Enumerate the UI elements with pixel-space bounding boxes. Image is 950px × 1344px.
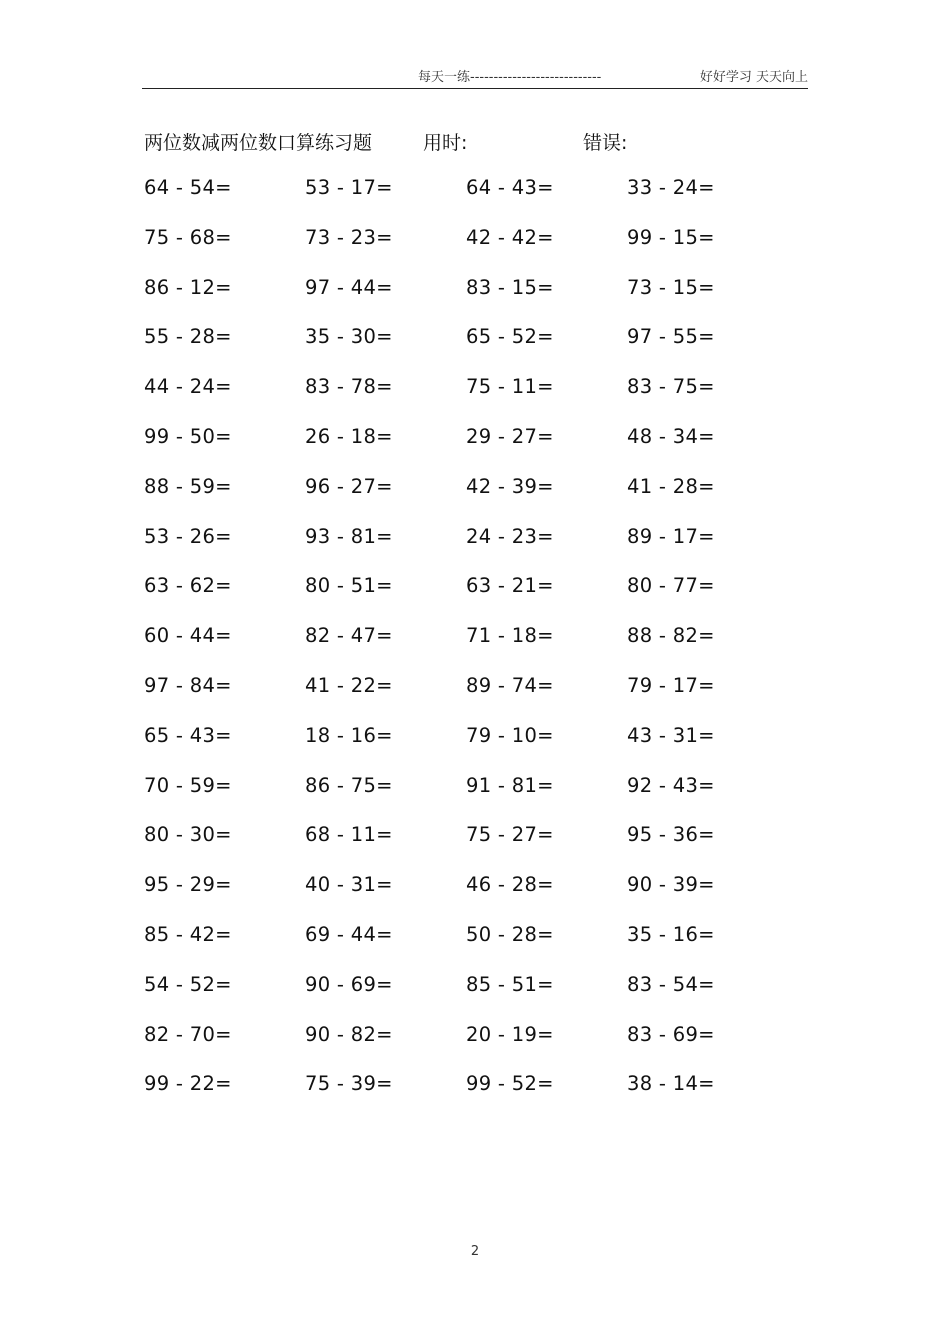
problem-item: 42 - 42=	[466, 225, 554, 249]
problem-item: 79 - 17=	[627, 673, 715, 697]
problem-row	[144, 973, 784, 1023]
problem-item: 99 - 52=	[466, 1072, 554, 1096]
problem-item: 97 - 55=	[627, 325, 715, 349]
problem-item: 80 - 30=	[144, 823, 232, 847]
problem-item: 71 - 18=	[466, 624, 554, 648]
header-right-text: 好好学习 天天向上	[699, 70, 808, 85]
problem-row	[144, 1072, 784, 1122]
problem-row	[144, 176, 784, 226]
problem-item: 83 - 75=	[627, 375, 715, 399]
problem-item: 92 - 43=	[627, 773, 715, 797]
problem-item: 64 - 43=	[466, 176, 554, 199]
problem-item: 97 - 44=	[305, 275, 393, 299]
problem-item: 18 - 16=	[305, 723, 393, 747]
problem-item: 85 - 51=	[466, 972, 554, 996]
problem-item: 41 - 22=	[305, 673, 393, 697]
problem-row	[144, 823, 784, 873]
problem-row	[144, 375, 784, 425]
problem-row	[144, 774, 784, 824]
problem-row	[144, 226, 784, 276]
problem-item: 73 - 15=	[627, 275, 715, 299]
problem-item: 97 - 84=	[144, 673, 232, 697]
problem-item: 60 - 44=	[144, 624, 232, 648]
problem-item: 43 - 31=	[627, 723, 715, 747]
problem-item: 95 - 29=	[144, 873, 232, 897]
problem-item: 64 - 54=	[144, 176, 232, 199]
worksheet-title: 两位数减两位数口算练习题	[144, 132, 373, 154]
header-left-text: 每天一练----------------------------	[418, 70, 602, 85]
problem-item: 24 - 23=	[466, 524, 554, 548]
problem-item: 93 - 81=	[305, 524, 393, 548]
problem-item: 69 - 44=	[305, 922, 393, 946]
problem-item: 63 - 21=	[466, 574, 554, 598]
problem-item: 83 - 78=	[305, 375, 393, 399]
time-label: 用时:	[423, 132, 468, 154]
problem-item: 99 - 22=	[144, 1072, 232, 1096]
problem-item: 90 - 69=	[305, 972, 393, 996]
problem-row	[144, 674, 784, 724]
problem-item: 82 - 47=	[305, 624, 393, 648]
problem-item: 83 - 69=	[627, 1022, 715, 1046]
problem-row	[144, 425, 784, 475]
problem-item: 44 - 24=	[144, 375, 232, 399]
problem-item: 55 - 28=	[144, 325, 232, 349]
problem-item: 85 - 42=	[144, 922, 232, 946]
problem-row	[144, 525, 784, 575]
problem-item: 26 - 18=	[305, 424, 393, 448]
problem-item: 35 - 30=	[305, 325, 393, 349]
problem-item: 80 - 51=	[305, 574, 393, 598]
problem-item: 95 - 36=	[627, 823, 715, 847]
problem-item: 89 - 17=	[627, 524, 715, 548]
problem-item: 68 - 11=	[305, 823, 393, 847]
problem-item: 63 - 62=	[144, 574, 232, 598]
problem-item: 40 - 31=	[305, 873, 393, 897]
problem-item: 80 - 77=	[627, 574, 715, 598]
problem-item: 88 - 59=	[144, 474, 232, 498]
problem-item: 70 - 59=	[144, 773, 232, 797]
problem-item: 75 - 27=	[466, 823, 554, 847]
problem-item: 75 - 11=	[466, 375, 554, 399]
problem-item: 89 - 74=	[466, 673, 554, 697]
problem-item: 99 - 50=	[144, 424, 232, 448]
problem-row	[144, 624, 784, 674]
problem-item: 75 - 39=	[305, 1072, 393, 1096]
problem-item: 90 - 39=	[627, 873, 715, 897]
problem-item: 82 - 70=	[144, 1022, 232, 1046]
problem-item: 48 - 34=	[627, 424, 715, 448]
problem-grid	[144, 176, 784, 1122]
problem-item: 88 - 82=	[627, 624, 715, 648]
problem-item: 54 - 52=	[144, 972, 232, 996]
problem-item: 50 - 28=	[466, 922, 554, 946]
problem-item: 90 - 82=	[305, 1022, 393, 1046]
problem-item: 65 - 52=	[466, 325, 554, 349]
problem-row	[144, 724, 784, 774]
problem-item: 53 - 17=	[305, 176, 393, 199]
error-label: 错误:	[583, 132, 628, 154]
page-header	[142, 62, 808, 89]
problem-item: 65 - 43=	[144, 723, 232, 747]
problem-item: 53 - 26=	[144, 524, 232, 548]
problem-item: 91 - 81=	[466, 773, 554, 797]
page-number: 2	[470, 1244, 480, 1259]
problem-item: 83 - 15=	[466, 275, 554, 299]
problem-row	[144, 923, 784, 973]
problem-item: 42 - 39=	[466, 474, 554, 498]
problem-item: 99 - 15=	[627, 225, 715, 249]
problem-item: 20 - 19=	[466, 1022, 554, 1046]
problem-row	[144, 574, 784, 624]
problem-row	[144, 1023, 784, 1073]
problem-item: 86 - 12=	[144, 275, 232, 299]
title-row	[144, 128, 784, 158]
problem-item: 83 - 54=	[627, 972, 715, 996]
problem-row	[144, 873, 784, 923]
problem-item: 75 - 68=	[144, 225, 232, 249]
problem-item: 96 - 27=	[305, 474, 393, 498]
problem-item: 79 - 10=	[466, 723, 554, 747]
problem-item: 46 - 28=	[466, 873, 554, 897]
problem-item: 35 - 16=	[627, 922, 715, 946]
problem-row	[144, 276, 784, 326]
problem-row	[144, 475, 784, 525]
problem-item: 38 - 14=	[627, 1072, 715, 1096]
problem-item: 33 - 24=	[627, 176, 715, 199]
problem-item: 29 - 27=	[466, 424, 554, 448]
problem-item: 86 - 75=	[305, 773, 393, 797]
problem-row	[144, 325, 784, 375]
problem-item: 41 - 28=	[627, 474, 715, 498]
problem-item: 73 - 23=	[305, 225, 393, 249]
